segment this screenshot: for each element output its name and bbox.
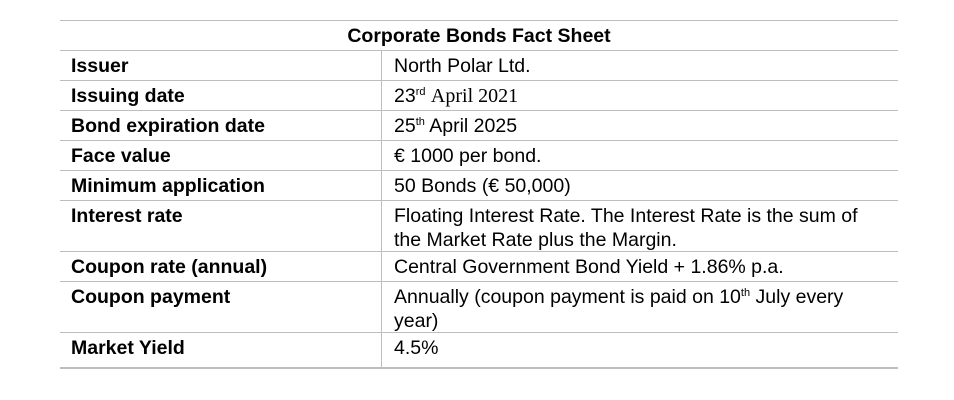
table-row-minimum-application [60, 171, 898, 201]
row-label: Minimum application [60, 171, 382, 200]
table-row-issuer [60, 51, 898, 81]
row-value: Central Government Bond Yield + 1.86% p.a. [394, 256, 784, 278]
row-label: Face value [60, 141, 382, 170]
value-day: 25 [394, 115, 416, 137]
row-value: € 1000 per bond. [394, 145, 542, 167]
row-label: Coupon payment [60, 282, 382, 332]
row-value: Floating Interest Rate. The Interest Rate is the sum of the Market Rate plus the Margin. [394, 205, 858, 251]
value-month-year: April 2021 [430, 85, 519, 107]
row-label: Bond expiration date [60, 111, 382, 140]
row-label: Market Yield [60, 333, 382, 367]
row-label: Coupon rate (annual) [60, 252, 382, 281]
table-row-market-yield [60, 333, 898, 369]
row-value [382, 81, 898, 110]
table-row-interest-rate [60, 201, 898, 252]
row-value [382, 282, 898, 332]
row-value: 4.5% [394, 337, 439, 359]
fact-sheet-table [60, 20, 898, 369]
value-month-year: April 2025 [429, 115, 518, 137]
table-row-coupon-rate [60, 252, 898, 282]
row-value: 50 Bonds (€ 50,000) [394, 175, 571, 197]
row-label: Issuing date [60, 81, 382, 110]
table-title: Corporate Bonds Fact Sheet [60, 21, 898, 51]
row-value: North Polar Ltd. [394, 55, 531, 77]
value-text-end: July every year) [394, 286, 844, 332]
row-label: Interest rate [60, 201, 382, 251]
table-row-coupon-payment [60, 282, 898, 333]
row-label: Issuer [60, 51, 382, 80]
value-ordinal-suffix: th [740, 287, 751, 299]
table-row-issuing-date [60, 81, 898, 111]
value-day: 23 [394, 85, 416, 107]
value-ordinal-suffix: rd [415, 86, 426, 98]
value-ordinal-suffix: th [415, 116, 425, 128]
table-row-bond-expiration-date [60, 111, 898, 141]
row-value [382, 111, 898, 140]
table-row-face-value [60, 141, 898, 171]
value-text-start: Annually (coupon payment is paid on 10 [394, 286, 741, 308]
